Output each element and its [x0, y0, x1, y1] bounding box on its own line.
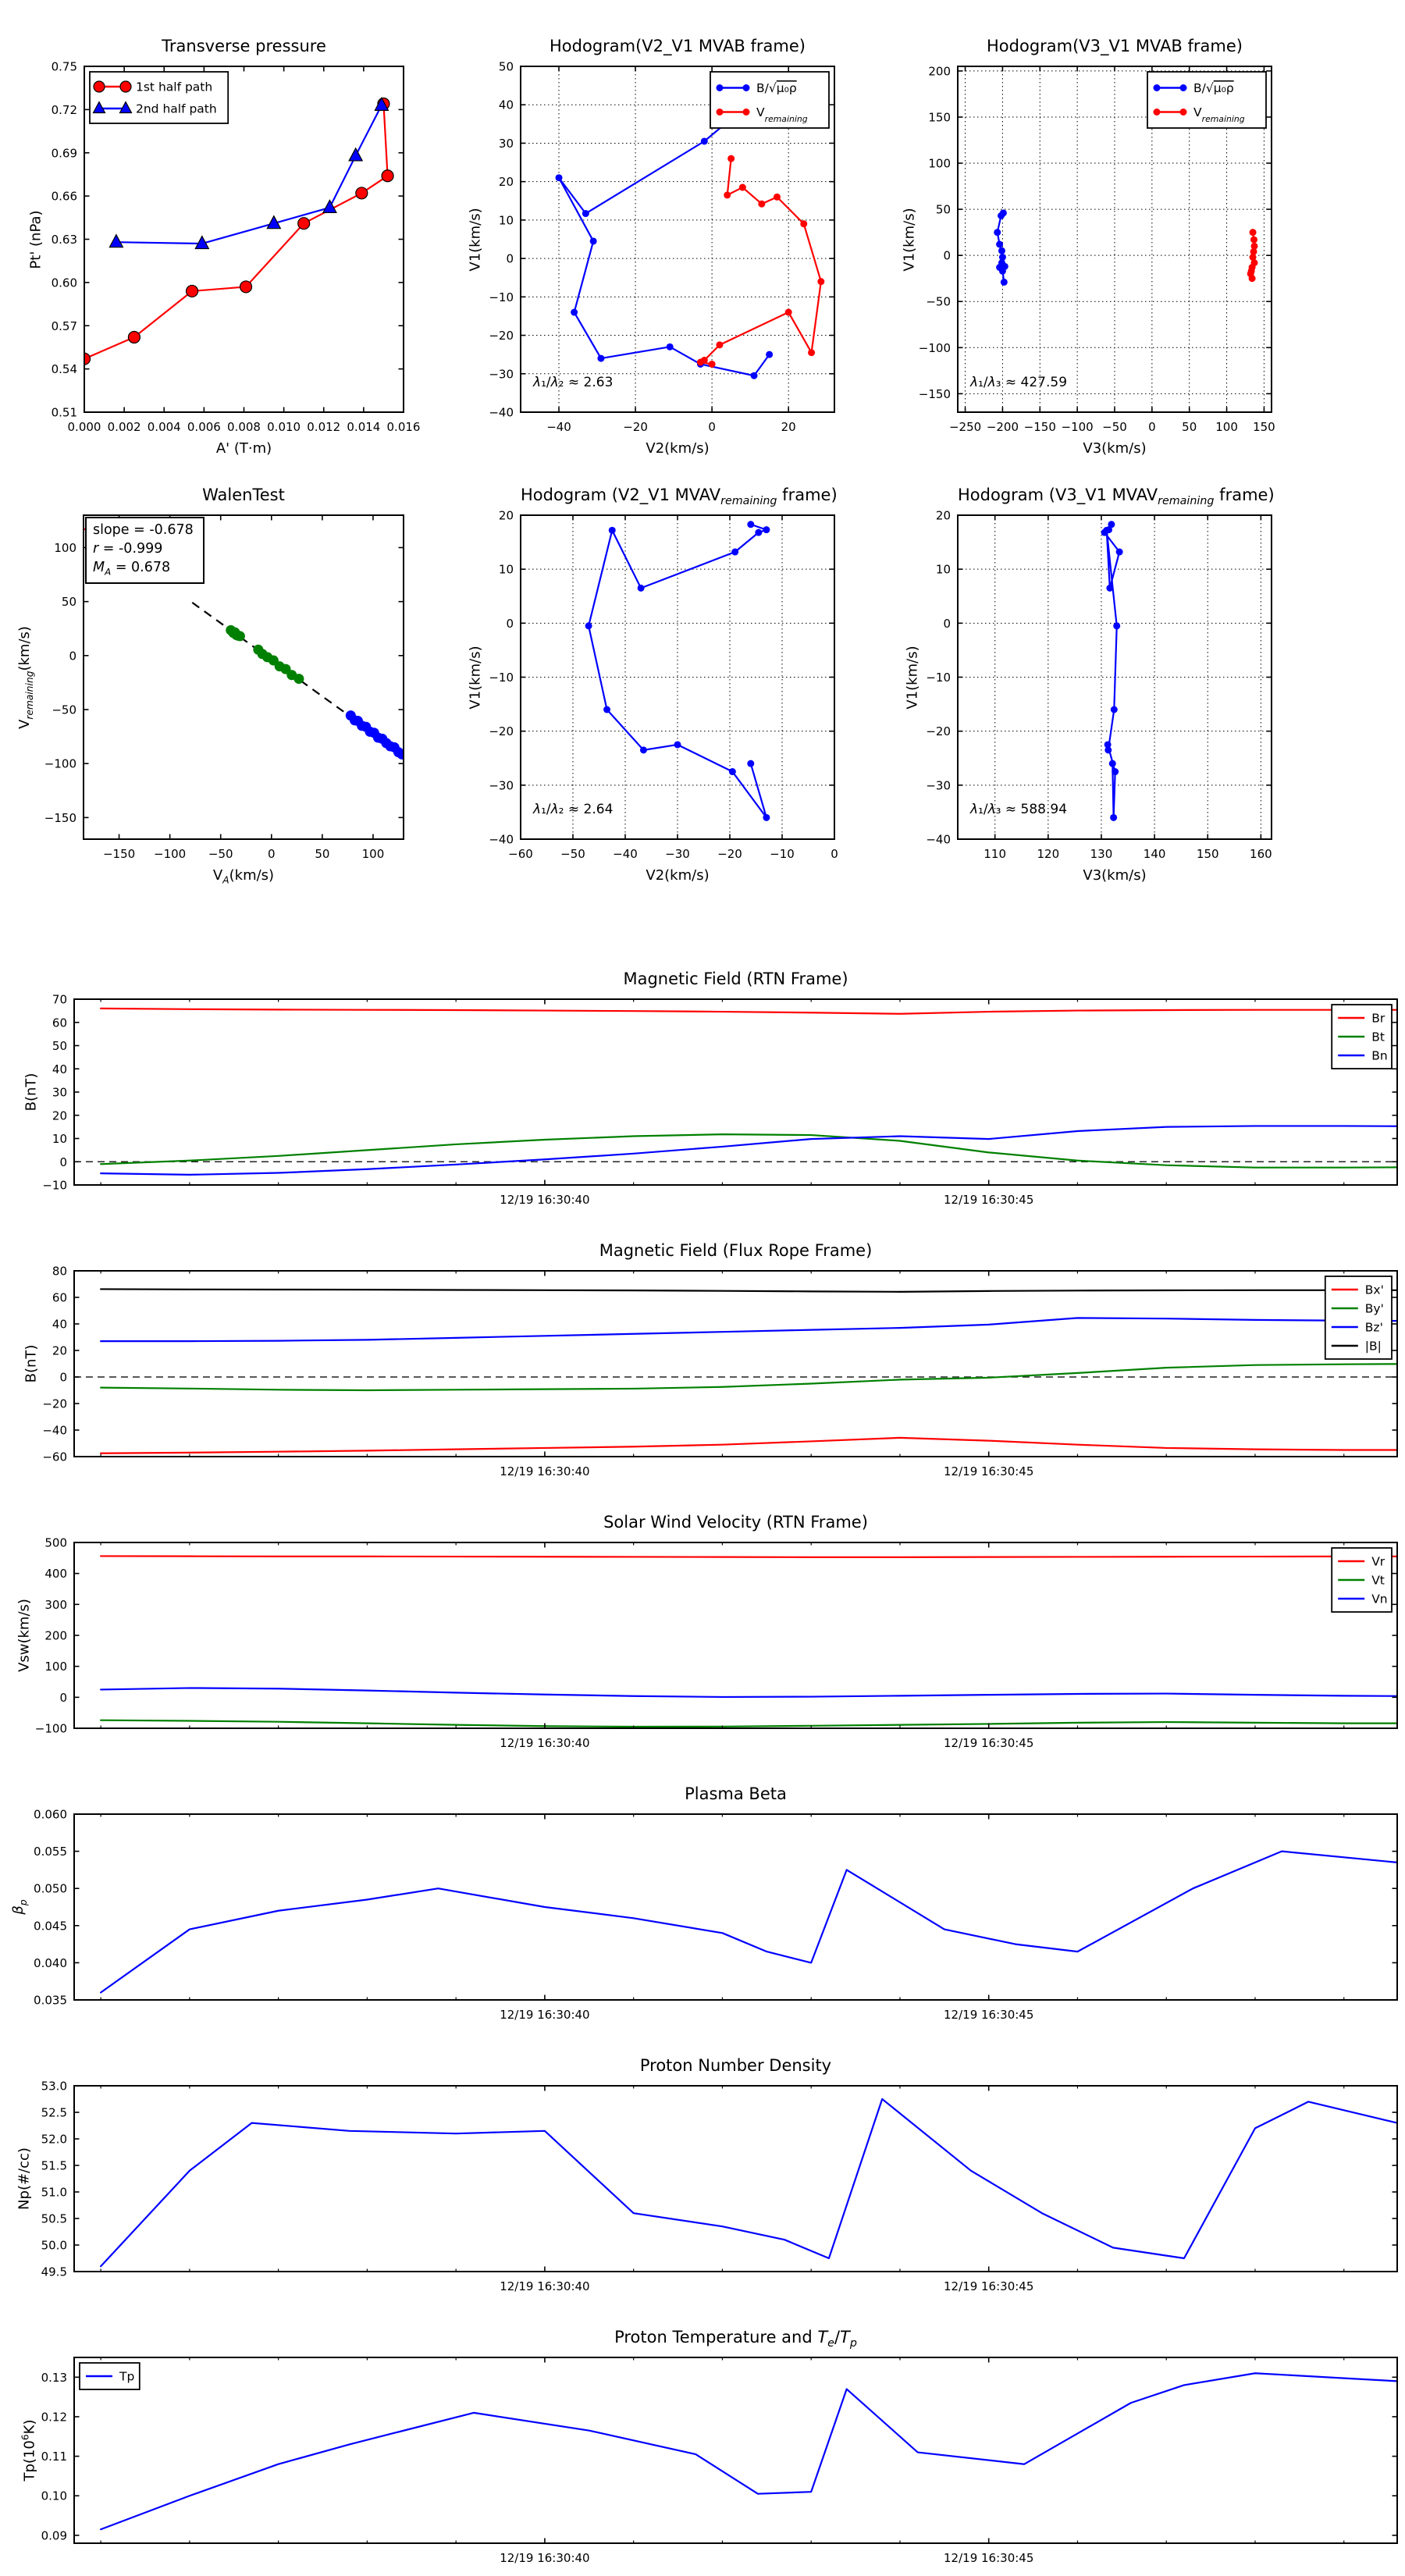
svg-text:0.51: 0.51	[51, 405, 77, 420]
svg-text:0.11: 0.11	[41, 2450, 67, 2464]
svg-text:53.0: 53.0	[41, 2079, 67, 2094]
svg-text:−150: −150	[918, 386, 951, 401]
svg-text:12/19 16:30:45: 12/19 16:30:45	[944, 2279, 1034, 2293]
correlation-value: r = -0.999	[93, 541, 163, 557]
svg-text:0.60: 0.60	[51, 276, 77, 290]
svg-text:10: 10	[498, 213, 514, 228]
svg-text:0: 0	[506, 616, 514, 631]
svg-text:160: 160	[1250, 847, 1272, 861]
y-axis-label: V1(km/s)	[904, 645, 921, 710]
panel-title: Magnetic Field (RTN Frame)	[623, 970, 848, 988]
svg-text:|B|: |B|	[1364, 1339, 1382, 1354]
svg-text:−50: −50	[560, 847, 585, 861]
svg-text:12/19 16:30:45: 12/19 16:30:45	[944, 2551, 1034, 2565]
svg-text:20: 20	[498, 508, 514, 523]
y-axis-label: V1(km/s)	[901, 207, 918, 272]
svg-text:Br: Br	[1371, 1011, 1385, 1026]
svg-text:20: 20	[498, 175, 514, 190]
svg-text:12/19 16:30:45: 12/19 16:30:45	[944, 1464, 1034, 1478]
y-axis-label: V1(km/s)	[467, 645, 484, 710]
svg-text:100: 100	[44, 1660, 67, 1674]
svg-text:−30: −30	[489, 778, 514, 793]
svg-text:−40: −40	[42, 1423, 67, 1438]
svg-text:0: 0	[506, 251, 514, 266]
svg-text:60: 60	[52, 1016, 67, 1030]
svg-text:80: 80	[52, 1264, 67, 1279]
svg-text:150: 150	[928, 110, 951, 125]
svg-text:−20: −20	[623, 420, 648, 434]
svg-text:120: 120	[1037, 847, 1060, 861]
svg-text:0.050: 0.050	[34, 1881, 67, 1896]
y-axis-label: $V_{remaining}(km/s)$	[16, 625, 35, 729]
svg-text:0.72: 0.72	[51, 102, 77, 117]
svg-text:10: 10	[935, 562, 951, 577]
svg-text:−40: −40	[926, 832, 951, 847]
y-axis-label: Pt' (nPa)	[27, 209, 44, 269]
svg-text:12/19 16:30:45: 12/19 16:30:45	[944, 1736, 1034, 1750]
svg-text:−40: −40	[613, 847, 638, 861]
svg-text:0.000: 0.000	[67, 420, 101, 434]
svg-text:0.12: 0.12	[41, 2410, 67, 2425]
svg-text:30: 30	[498, 136, 514, 151]
plot-title: Hodogram(V2_V1 MVAB frame)	[550, 37, 806, 55]
svg-text:500: 500	[44, 1535, 67, 1550]
svg-text:50: 50	[935, 202, 951, 217]
svg-text:0.040: 0.040	[34, 1955, 67, 1970]
y-axis-label: $\beta_p$	[10, 1899, 29, 1915]
svg-text:−50: −50	[1102, 420, 1127, 434]
svg-text:0.002: 0.002	[107, 420, 141, 434]
svg-text:0.016: 0.016	[386, 420, 421, 434]
alfven-mach-value: $M_A = 0.678$	[93, 560, 171, 578]
svg-text:150: 150	[1253, 420, 1275, 434]
svg-text:−50: −50	[208, 847, 233, 861]
panel-title: Proton Number Density	[639, 2056, 832, 2075]
svg-text:0: 0	[831, 847, 838, 861]
panel-title: Plasma Beta	[685, 1784, 787, 1803]
svg-text:−10: −10	[42, 1178, 67, 1193]
svg-text:0.045: 0.045	[34, 1919, 67, 1934]
svg-text:−50: −50	[926, 294, 951, 309]
plot-title: WalenTest	[202, 486, 285, 504]
svg-text:52.0: 52.0	[41, 2132, 67, 2147]
svg-text:−100: −100	[154, 847, 187, 861]
panel-title: Magnetic Field (Flux Rope Frame)	[599, 1241, 873, 1260]
svg-text:−30: −30	[926, 778, 951, 793]
svg-text:12/19 16:30:45: 12/19 16:30:45	[944, 2008, 1034, 2022]
svg-text:−20: −20	[926, 724, 951, 739]
svg-text:−150: −150	[44, 810, 76, 825]
x-axis-label: $V_A(km/s)$	[212, 867, 275, 886]
svg-text:100: 100	[54, 541, 76, 555]
svg-text:−100: −100	[34, 1721, 67, 1736]
svg-text:0.63: 0.63	[51, 233, 77, 247]
svg-text:20: 20	[935, 508, 951, 523]
eigenvalue-ratio-annotation: λ₁/λ₂ ≈ 2.63	[533, 375, 614, 390]
svg-text:−150: −150	[1023, 420, 1056, 434]
svg-text:Vn: Vn	[1371, 1592, 1388, 1606]
svg-text:50: 50	[52, 1039, 67, 1053]
eigenvalue-ratio-annotation: λ₁/λ₃ ≈ 588.94	[970, 802, 1068, 817]
svg-text:0.014: 0.014	[347, 420, 381, 434]
svg-text:0.10: 0.10	[41, 2489, 67, 2503]
svg-text:200: 200	[928, 64, 951, 79]
svg-text:40: 40	[52, 1062, 67, 1076]
svg-text:10: 10	[52, 1132, 67, 1146]
svg-text:−100: −100	[1061, 420, 1094, 434]
plot-title: Hodogram(V3_V1 MVAB frame)	[987, 37, 1243, 55]
svg-text:B/√μ₀ρ: B/√μ₀ρ	[756, 81, 797, 95]
svg-text:−20: −20	[717, 847, 742, 861]
eigenvalue-ratio-annotation: λ₁/λ₃ ≈ 427.59	[970, 375, 1068, 390]
svg-text:−10: −10	[489, 290, 514, 304]
svg-text:−40: −40	[546, 420, 571, 434]
svg-text:0: 0	[59, 1370, 67, 1385]
svg-text:60: 60	[52, 1290, 67, 1305]
svg-text:400: 400	[44, 1567, 67, 1582]
svg-text:Vremaining: $V_{remaining}$	[1193, 105, 1245, 124]
svg-text:By': By'	[1364, 1301, 1384, 1316]
svg-text:20: 20	[52, 1108, 67, 1123]
svg-text:0.66: 0.66	[51, 189, 77, 204]
svg-text:−200: −200	[986, 420, 1019, 434]
y-axis-label: V1(km/s)	[467, 207, 484, 272]
svg-text:200: 200	[44, 1628, 67, 1643]
svg-text:49.5: 49.5	[41, 2265, 67, 2279]
svg-text:−60: −60	[42, 1450, 67, 1464]
svg-text:−10: −10	[489, 671, 514, 685]
svg-text:0.004: 0.004	[147, 420, 181, 434]
svg-text:20: 20	[52, 1343, 67, 1358]
svg-text:Bz': Bz'	[1364, 1320, 1383, 1335]
svg-text:0: 0	[1148, 420, 1156, 434]
x-axis-label: V3(km/s)	[1083, 867, 1147, 884]
svg-text:10: 10	[498, 562, 514, 577]
svg-text:12/19 16:30:40: 12/19 16:30:40	[500, 1736, 590, 1750]
svg-text:0: 0	[59, 1155, 67, 1169]
plot-title: Transverse pressure	[162, 37, 326, 55]
svg-text:Bn: Bn	[1371, 1048, 1388, 1063]
svg-text:30: 30	[52, 1085, 67, 1100]
svg-text:12/19 16:30:40: 12/19 16:30:40	[500, 1193, 590, 1207]
svg-text:0.57: 0.57	[51, 318, 77, 333]
svg-text:−250: −250	[948, 420, 982, 434]
svg-text:0.055: 0.055	[34, 1845, 67, 1859]
svg-text:12/19 16:30:40: 12/19 16:30:40	[500, 2551, 590, 2565]
y-axis-label: B(nT)	[23, 1073, 40, 1112]
svg-text:40: 40	[52, 1317, 67, 1332]
svg-text:2nd half path: 2nd half path	[136, 101, 217, 116]
svg-text:0.010: 0.010	[267, 420, 301, 434]
svg-text:12/19 16:30:45: 12/19 16:30:45	[944, 1193, 1034, 1207]
svg-text:Vremaining: $V_{remaining}$	[756, 105, 808, 124]
svg-text:0.54: 0.54	[51, 362, 77, 377]
svg-text:−100: −100	[44, 756, 76, 771]
svg-text:−50: −50	[52, 703, 76, 717]
svg-text:0: 0	[943, 248, 951, 263]
svg-text:−20: −20	[489, 724, 514, 739]
svg-text:52.5: 52.5	[41, 2105, 67, 2120]
panel-title: Proton Temperature and $T_e/T_p$	[614, 2328, 857, 2350]
svg-text:100: 100	[928, 156, 951, 171]
eigenvalue-ratio-annotation: λ₁/λ₂ ≈ 2.64	[533, 802, 614, 817]
panel-title: Solar Wind Velocity (RTN Frame)	[603, 1513, 868, 1532]
svg-text:−150: −150	[102, 847, 136, 861]
svg-text:300: 300	[44, 1597, 67, 1612]
svg-text:−40: −40	[489, 405, 514, 420]
svg-text:0.006: 0.006	[187, 420, 221, 434]
y-axis-label: Np(#/cc)	[16, 2147, 33, 2210]
svg-text:−10: −10	[770, 847, 795, 861]
svg-text:Vt: Vt	[1371, 1573, 1385, 1588]
svg-text:0: 0	[59, 1690, 67, 1705]
svg-text:100: 100	[1215, 420, 1238, 434]
svg-text:150: 150	[1196, 847, 1219, 861]
svg-text:12/19 16:30:40: 12/19 16:30:40	[500, 2279, 590, 2293]
svg-text:0.060: 0.060	[34, 1807, 67, 1822]
svg-text:−10: −10	[926, 671, 951, 685]
svg-text:−20: −20	[489, 329, 514, 343]
svg-text:0.09: 0.09	[41, 2528, 67, 2543]
svg-text:20: 20	[781, 420, 796, 434]
svg-text:−40: −40	[489, 832, 514, 847]
svg-text:12/19 16:30:40: 12/19 16:30:40	[500, 2008, 590, 2022]
svg-text:−100: −100	[918, 340, 951, 355]
plot-title: Hodogram (V3_V1 $MVAV_{remaining}$ frame)	[958, 486, 1275, 508]
svg-text:50.5: 50.5	[41, 2211, 67, 2226]
svg-text:B/√μ₀ρ: B/√μ₀ρ	[1193, 81, 1234, 95]
svg-text:70: 70	[52, 992, 67, 1007]
svg-text:51.0: 51.0	[41, 2185, 67, 2200]
svg-text:0: 0	[943, 616, 951, 631]
svg-text:0.008: 0.008	[227, 420, 261, 434]
svg-text:12/19 16:30:40: 12/19 16:30:40	[500, 1464, 590, 1478]
svg-text:0: 0	[69, 649, 76, 664]
svg-text:0.75: 0.75	[51, 59, 77, 74]
plot-title: Hodogram (V2_V1 $MVAV_{remaining}$ frame)	[521, 486, 838, 508]
svg-text:0: 0	[708, 420, 716, 434]
svg-text:Bt: Bt	[1371, 1030, 1385, 1044]
svg-text:140: 140	[1143, 847, 1166, 861]
y-axis-label: B(nT)	[23, 1344, 40, 1383]
svg-text:50: 50	[498, 59, 514, 74]
svg-text:1st half path: 1st half path	[136, 80, 213, 94]
y-axis-label: $Tp(10^6K)$	[20, 2419, 38, 2482]
svg-text:50: 50	[1182, 420, 1197, 434]
x-axis-label: V3(km/s)	[1083, 440, 1147, 457]
svg-text:100: 100	[361, 847, 385, 861]
walen-fit-stats-box	[85, 517, 205, 584]
svg-text:−60: −60	[508, 847, 533, 861]
svg-text:Vr: Vr	[1371, 1554, 1385, 1569]
svg-text:−30: −30	[489, 367, 514, 382]
x-axis-label: V2(km/s)	[646, 440, 710, 457]
svg-text:0.13: 0.13	[41, 2370, 67, 2385]
svg-text:50: 50	[61, 595, 76, 610]
svg-text:Bx': Bx'	[1364, 1283, 1384, 1297]
x-axis-label: V2(km/s)	[646, 867, 710, 884]
svg-text:51.5: 51.5	[41, 2158, 67, 2173]
svg-text:0: 0	[268, 847, 276, 861]
svg-text:130: 130	[1090, 847, 1113, 861]
svg-text:40: 40	[498, 98, 514, 112]
x-axis-label: A' (T·m)	[215, 440, 272, 457]
svg-text:−20: −20	[42, 1397, 67, 1411]
svg-text:0.012: 0.012	[307, 420, 341, 434]
y-axis-label: Vsw(km/s)	[16, 1599, 33, 1672]
svg-text:0.69: 0.69	[51, 146, 77, 161]
svg-text:50.0: 50.0	[41, 2238, 67, 2253]
svg-text:50: 50	[315, 847, 330, 861]
svg-text:110: 110	[984, 847, 1007, 861]
svg-text:0.035: 0.035	[34, 1993, 67, 2008]
slope-value: slope = -0.678	[93, 522, 194, 538]
svg-text:Tp: Tp	[119, 2369, 135, 2384]
svg-text:−30: −30	[665, 847, 690, 861]
